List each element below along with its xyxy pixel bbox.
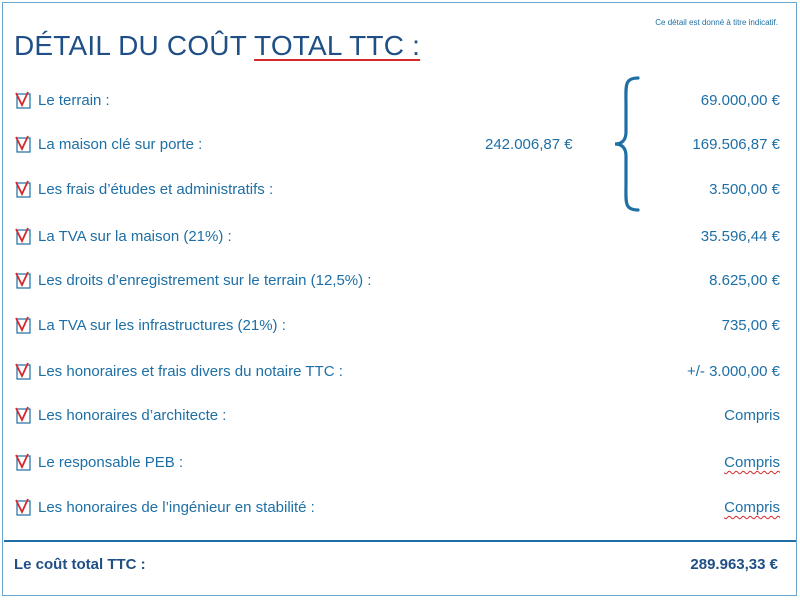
list-item <box>14 405 780 429</box>
curly-brace-icon <box>612 76 642 212</box>
checkbox-v-icon <box>14 315 32 335</box>
checkbox-v-icon <box>14 405 32 425</box>
total-value: 289.963,33 € <box>690 556 778 573</box>
item-value: Compris <box>724 454 780 471</box>
item-value: 169.506,87 € <box>692 136 780 153</box>
list-item <box>14 452 780 476</box>
checkbox-v-icon <box>14 134 32 154</box>
page-title <box>14 30 420 62</box>
checkbox-v-icon <box>14 270 32 290</box>
item-value: 735,00 € <box>721 317 780 334</box>
list-item <box>14 361 780 385</box>
checkbox-v-icon <box>14 179 32 199</box>
item-value: Compris <box>724 407 780 424</box>
total-divider <box>4 540 796 542</box>
item-label: Les droits d’enregistrement sur le terrain (12,5%) : <box>38 272 372 289</box>
checkbox-v-icon <box>14 361 32 381</box>
item-value: Compris <box>724 499 780 516</box>
list-item <box>14 226 780 250</box>
list-item <box>14 134 780 158</box>
item-value: 69.000,00 € <box>700 92 780 109</box>
item-label: La maison clé sur porte : <box>38 136 203 153</box>
title-underlined: TOTAL TTC : <box>254 30 421 61</box>
item-value: +/- 3.000,00 € <box>687 363 780 380</box>
item-value: 35.596,44 € <box>700 228 780 245</box>
checkbox-v-icon <box>14 497 32 517</box>
subtotal-value: 242.006,87 € <box>485 136 573 153</box>
list-item <box>14 179 780 203</box>
checkbox-v-icon <box>14 226 32 246</box>
list-item <box>14 315 780 339</box>
list-item <box>14 90 780 114</box>
item-label: La TVA sur la maison (21%) : <box>38 228 232 245</box>
item-label: Le terrain : <box>38 92 110 109</box>
item-label: La TVA sur les infrastructures (21%) : <box>38 317 286 334</box>
disclaimer-note: Ce détail est donné à titre indicatif. <box>655 18 778 27</box>
item-label: Le responsable PEB : <box>38 454 184 471</box>
item-value: 8.625,00 € <box>709 272 780 289</box>
checkbox-v-icon <box>14 452 32 472</box>
list-item <box>14 497 780 521</box>
list-item <box>14 270 780 294</box>
item-value: 3.500,00 € <box>709 181 780 198</box>
item-label: Les honoraires de l’ingénieur en stabilité : <box>38 499 315 516</box>
checkbox-v-icon <box>14 90 32 110</box>
item-label: Les honoraires d’architecte : <box>38 407 227 424</box>
item-label: Les frais d’études et administratifs : <box>38 181 274 198</box>
item-label: Les honoraires et frais divers du notaire TTC : <box>38 363 343 380</box>
total-label: Le coût total TTC : <box>14 556 146 573</box>
title-prefix: DÉTAIL DU COÛT <box>14 30 255 61</box>
